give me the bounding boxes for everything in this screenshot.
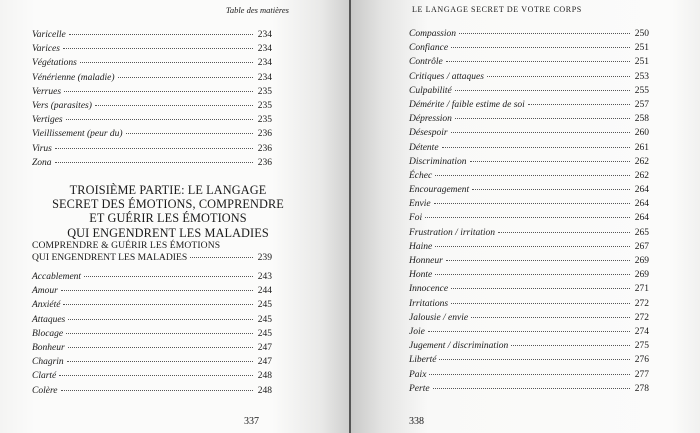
dot-leader [470,161,630,162]
dot-leader [472,189,630,190]
toc-entry [409,27,649,41]
toc-entry [32,56,272,70]
dot-leader [68,319,253,320]
dot-leader [451,288,630,289]
toc-entry [409,197,649,211]
dot-leader [118,77,253,78]
toc-entry-page: 276 [634,355,649,366]
toc-entry [32,142,272,156]
toc-entry-page: 250 [634,29,649,39]
toc-entry [409,382,649,396]
toc-entry-label: Attaques [32,314,66,325]
toc-entry-page: 269 [634,270,649,281]
toc-entry-page: 264 [634,185,649,196]
dot-leader [55,148,253,149]
toc-entry-page: 272 [634,298,649,309]
right-page [351,0,700,433]
dot-leader [459,33,630,34]
dot-leader [429,374,630,375]
dot-leader [68,347,253,348]
toc-entry-page: 245 [257,328,272,339]
dot-leader [442,147,630,148]
toc-entry [32,270,272,284]
toc-entry [32,42,272,56]
dot-leader [434,203,630,204]
toc-entry-page: 247 [257,342,272,353]
toc-entry-label: Contrôle [409,57,443,68]
toc-entry [409,282,649,296]
toc-entry-page: 234 [257,72,272,83]
toc-entry-label: Innocence [409,284,449,295]
toc-entry-label: Liberté [409,355,437,366]
toc-entry-page: 274 [634,326,649,337]
dot-leader [425,217,630,218]
section-page-number: 239 [257,251,272,263]
toc-entry [32,313,272,327]
page-number: 338 [409,416,424,427]
toc-entry-label: Chagrin [32,357,64,368]
toc-entry-label: Critiques / attaques [409,71,484,82]
toc-entry-label: Démérite / faible estime de soi [409,99,525,110]
dot-leader [428,331,630,332]
toc-entry-page: 235 [257,86,272,97]
toc-entry-label: Désespoir [409,128,448,139]
toc-list-bottom [32,270,272,398]
dot-leader [63,304,253,305]
dot-leader [63,48,253,49]
toc-entry-page: 247 [257,357,272,368]
toc-entry [32,384,272,398]
part-title-line: ET GUÉRIR LES ÉMOTIONS [89,211,247,226]
toc-list-top [32,28,272,170]
dot-leader [487,76,630,77]
toc-entry-page: 272 [634,312,649,323]
toc-entry-label: Vénérienne (maladie) [32,72,115,83]
dot-leader [55,162,253,163]
toc-entry [32,28,272,42]
toc-entry [409,98,649,112]
toc-entry-label: Blocage [32,328,64,339]
toc-entry [409,84,649,98]
dot-leader [435,246,630,247]
toc-entry-page: 236 [257,143,272,154]
right-running-head: LE LANGAGE SECRET DE VOTRE CORPS [412,5,582,14]
toc-list-right [409,27,649,396]
dot-leader [66,333,253,334]
toc-entry-page: 248 [257,385,272,396]
left-page [0,0,349,433]
toc-entry-label: Dépression [409,114,452,125]
toc-entry-label: Bonheur [32,342,65,353]
toc-entry [409,325,649,339]
dot-leader [61,290,253,291]
toc-entry [32,99,272,113]
toc-entry [32,341,272,355]
toc-entry-page: 262 [634,156,649,167]
toc-entry [409,126,649,140]
dot-leader [69,34,253,35]
toc-entry-page: 235 [257,100,272,111]
toc-entry-page: 251 [634,43,649,54]
toc-entry-label: Échec [409,170,433,181]
toc-entry-page: 275 [634,341,649,352]
toc-entry [409,339,649,353]
toc-entry-label: Accablement [32,272,82,282]
toc-entry [409,297,649,311]
section-title [32,240,272,263]
dot-leader [66,119,253,120]
toc-entry [32,369,272,383]
section-title-line: COMPRENDRE & GUÉRIR LES ÉMOTIONS [32,240,221,251]
toc-entry-label: Vers (parasites) [32,100,92,111]
toc-entry [32,71,272,85]
toc-entry-label: Détente [409,142,439,153]
dot-leader [455,118,630,119]
toc-entry-page: 271 [634,284,649,295]
dot-leader [435,274,630,275]
toc-entry-label: Varices [32,44,60,55]
toc-entry-label: Haine [409,241,433,252]
dot-leader [451,303,630,304]
toc-entry [409,226,649,240]
dot-leader [190,257,253,258]
toc-entry [409,268,649,282]
toc-entry [32,85,272,99]
part-title-line: TROISIÈME PARTIE: LE LANGAGE [69,183,267,197]
toc-entry-page: 264 [634,213,649,224]
toc-entry [409,353,649,367]
toc-entry-label: Jalousie / envie [409,312,469,323]
toc-entry-page: 244 [257,286,272,297]
toc-entry-page: 261 [634,142,649,153]
toc-entry [32,355,272,369]
dot-leader [451,132,630,133]
dot-leader [59,375,253,376]
toc-entry [409,254,649,268]
toc-entry-label: Irritations [409,298,449,309]
toc-entry-label: Jugement / discrimination [409,341,509,352]
toc-entry-label: Envie [409,199,431,210]
toc-entry-page: 255 [634,85,649,96]
toc-entry [409,70,649,84]
toc-entry [32,156,272,170]
dot-leader [61,390,253,391]
toc-entry-label: Compassion [409,29,456,39]
toc-entry [409,169,649,183]
dot-leader [95,105,253,106]
dot-leader [67,361,253,362]
toc-entry-page: 267 [634,241,649,252]
toc-entry [409,41,649,55]
toc-entry-page: 245 [257,300,272,311]
toc-entry-page: 278 [634,383,649,394]
dot-leader [439,359,630,360]
dot-leader [126,133,253,134]
page-number: 337 [244,416,259,427]
dot-leader [451,47,630,48]
toc-entry-label: Colère [32,385,58,396]
toc-entry [32,127,272,141]
toc-entry-label: Joie [409,326,425,337]
part-title-line: QUI ENGENDRENT LES MALADIES [67,225,269,240]
toc-entry-page: 258 [634,114,649,125]
toc-entry-label: Zona [32,157,52,168]
toc-entry-page: 277 [634,369,649,380]
dot-leader [528,104,630,105]
toc-entry [409,55,649,69]
toc-entry [32,113,272,127]
toc-entry-label: Confiance [409,43,449,54]
toc-entry-label: Encouragement [409,185,470,196]
toc-entry-page: 260 [634,128,649,139]
toc-entry-page: 234 [257,30,272,40]
toc-entry [32,327,272,341]
toc-entry-page: 234 [257,44,272,55]
dot-leader [471,317,630,318]
toc-entry [409,112,649,126]
left-running-head: Table des matières [225,5,289,15]
toc-entry [32,284,272,298]
section-title-line: QUI ENGENDRENT LES MALADIES [32,251,188,263]
dot-leader [446,61,630,62]
toc-entry-label: Frustration / irritation [409,227,496,238]
toc-entry-page: 262 [634,170,649,181]
toc-entry-page: 251 [634,57,649,68]
dot-leader [64,91,253,92]
toc-entry-page: 265 [634,227,649,238]
toc-entry-page: 235 [257,115,272,126]
toc-entry-label: Discrimination [409,156,467,167]
part-title [40,183,296,240]
toc-entry [409,240,649,254]
toc-entry [409,141,649,155]
toc-entry-label: Vertiges [32,115,63,126]
toc-entry-page: 236 [257,129,272,140]
dot-leader [511,345,630,346]
toc-entry-label: Anxiété [32,300,61,311]
toc-entry-page: 269 [634,256,649,266]
dot-leader [433,388,630,389]
toc-entry [409,211,649,225]
toc-entry [409,183,649,197]
toc-entry [409,155,649,169]
toc-entry-page: 245 [257,314,272,325]
toc-entry-label: Honneur [409,256,443,266]
toc-entry-label: Clarté [32,371,57,382]
toc-entry-page: 253 [634,71,649,82]
toc-entry-label: Culpabilité [409,85,452,96]
toc-entry [409,311,649,325]
toc-entry-label: Paix [409,369,427,380]
part-title-line: SECRET DES ÉMOTIONS, COMPRENDRE [52,197,284,212]
dot-leader [498,232,630,233]
dot-leader [84,276,253,277]
toc-entry-page: 257 [634,99,649,110]
toc-entry-page: 234 [257,58,272,69]
toc-entry-label: Amour [32,286,58,297]
toc-entry-page: 248 [257,371,272,382]
toc-entry-page: 236 [257,157,272,168]
toc-entry-label: Varicelle [32,30,66,40]
dot-leader [435,175,630,176]
toc-entry-label: Végétations [32,58,77,69]
dot-leader [446,260,630,261]
toc-entry-page: 243 [257,272,272,282]
dot-leader [455,90,630,91]
dot-leader [80,62,253,63]
toc-entry-label: Vieillissement (peur du) [32,129,123,140]
toc-entry-label: Verrues [32,86,62,97]
toc-entry [32,298,272,312]
toc-entry-label: Honte [409,270,433,281]
toc-entry-page: 264 [634,199,649,210]
toc-entry [409,368,649,382]
toc-entry-label: Perte [409,383,430,394]
toc-entry-label: Virus [32,143,52,154]
toc-entry-label: Foi [409,213,423,224]
